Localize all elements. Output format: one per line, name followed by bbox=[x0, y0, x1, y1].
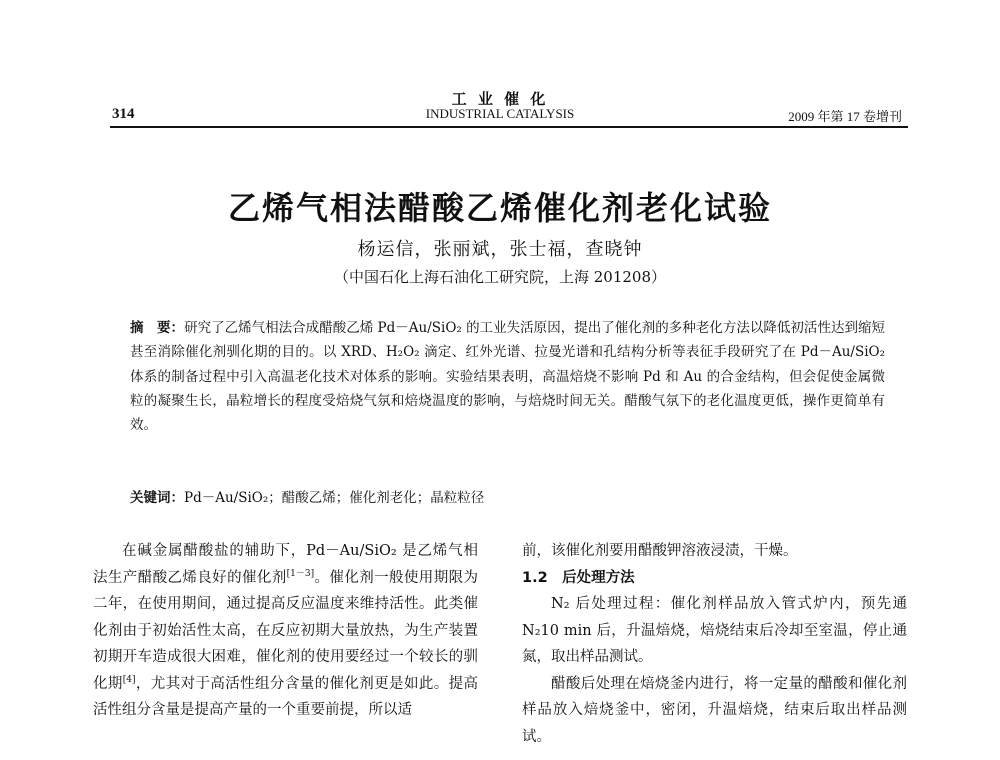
section-heading: 1.2 后处理方法 bbox=[522, 569, 635, 586]
header-rule bbox=[110, 126, 908, 128]
article-authors: 杨运信，张丽斌，张士福，查晓钟 bbox=[357, 239, 643, 260]
acid-treatment-paragraph: 醋酸后处理在焙烧釜内进行，将一定量的醋酸和催化剂样品放入焙烧釜中，密闭，升温焙烧，结束后取出样品测试。 bbox=[522, 675, 907, 745]
journal-name-en: INDUSTRIAL CATALYSIS bbox=[425, 106, 575, 121]
intro-text-b: 。催化剂一般使用期限为二年，在使用期间，通过提高反应温度来维持活性。此类催化剂由于初始活性太高，在反应初期大量放热，为生产装置初期开车造成很大困难，催化剂的使用要经过一个较长的驯化期 bbox=[93, 569, 479, 692]
continued-line: 前，该催化剂要用醋酸钾溶液浸渍，干燥。 bbox=[522, 543, 798, 559]
journal-name-cn: 工 业 催 化 bbox=[451, 90, 549, 108]
n2-treatment-paragraph: N₂ 后处理过程：催化剂样品放入管式炉内，预先通 N₂10 min 后，升温焙烧，焙烧结束后冷却至室温，停止通氮，取出样品测试。 bbox=[522, 596, 907, 665]
article-affiliation: （中国石化上海石油化工研究院，上海 201208） bbox=[333, 268, 667, 286]
intro-paragraph bbox=[93, 538, 478, 724]
abstract-label: 摘 要： bbox=[130, 320, 185, 336]
keywords bbox=[130, 486, 885, 510]
intro-text-a: 在碱金属醋酸盐的辅助下，Pd－Au/SiO₂ 是乙烯气相法生产醋酸乙烯良好的催化剂 bbox=[93, 543, 478, 586]
body-column-left bbox=[93, 538, 478, 724]
page-number: 314 bbox=[112, 106, 135, 122]
keywords-text: Pd－Au/SiO₂；醋酸乙烯；催化剂老化；晶粒粒径 bbox=[184, 490, 485, 506]
citation-ref: [4] bbox=[122, 674, 136, 685]
keywords-label: 关键词： bbox=[130, 490, 184, 506]
article-title: 乙烯气相法醋酸乙烯催化剂老化试验 bbox=[227, 189, 772, 227]
issue-info: 2009 年第 17 卷增刊 bbox=[788, 109, 902, 124]
intro-text-c: ，尤其对于高活性组分含量的催化剂更是如此。提高活性组分含量是提高产量的一个重要前提，所以适 bbox=[93, 675, 478, 718]
body-column-right bbox=[522, 538, 907, 750]
citation-ref: [1－3] bbox=[286, 568, 315, 579]
abstract bbox=[130, 316, 885, 437]
abstract-text: 研究了乙烯气相法合成醋酸乙烯 Pd－Au/SiO₂ 的工业失活原因，提出了催化剂的多种老化方法以降低初活性达到缩短甚至消除催化剂驯化期的目的。以 XRD、H₂O₂ 滴定、红外光谱、拉曼光谱和孔结构分析等表征手段研究了在 Pd－Au/SiO₂ 体系的制备过程中引入高温老化技术对体系的影响。实验结果表明，高温焙烧不影响 Pd 和 Au 的合金结构，但会促使金属微粒的凝聚生长，晶粒增长的程度受焙烧气氛和焙烧温度的影响，与焙烧时间无关。醋酸气氛下的老化温度更低，操作更简单有效。 bbox=[130, 320, 885, 434]
